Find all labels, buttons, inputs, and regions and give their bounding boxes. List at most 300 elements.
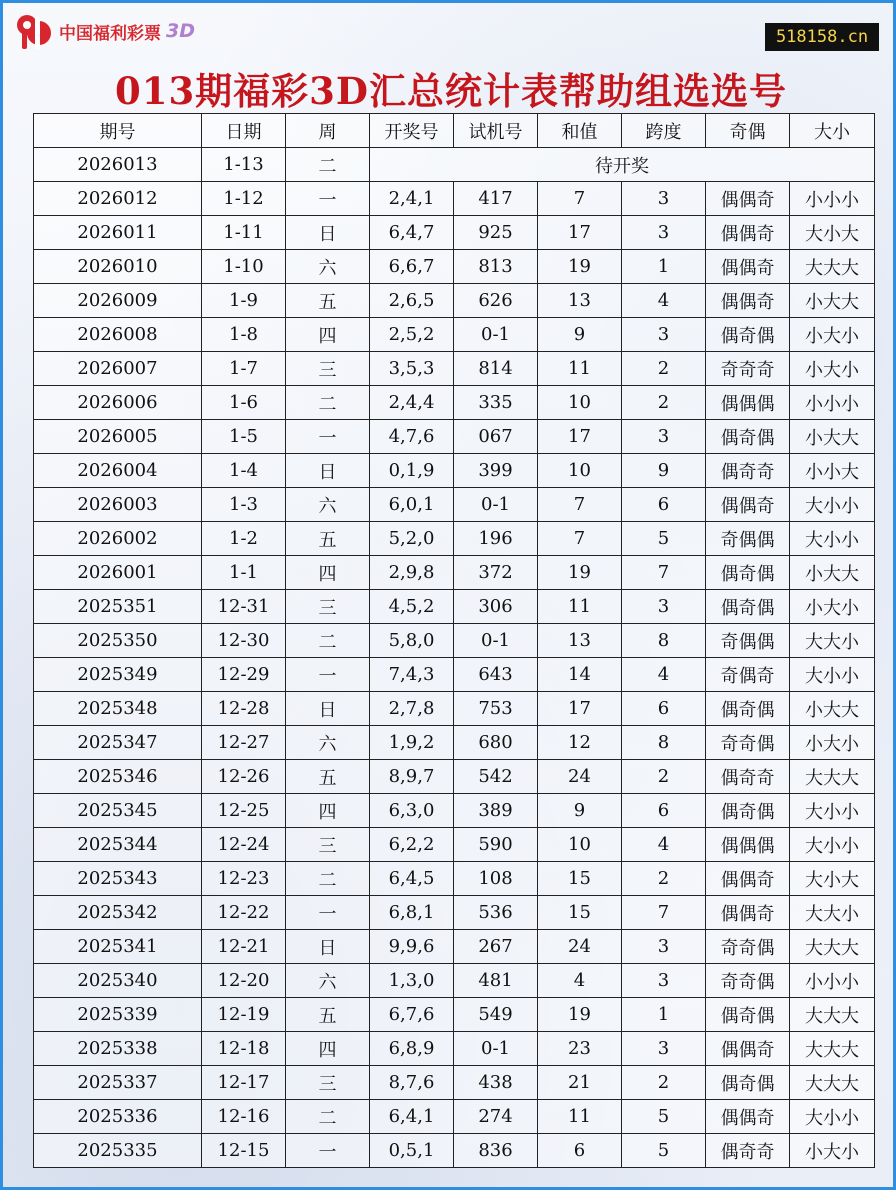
cell-week: 二	[286, 1100, 370, 1134]
cell-odd-even: 偶偶奇	[706, 1100, 790, 1134]
cell-span: 6	[622, 794, 706, 828]
cell-big-small: 大小小	[790, 488, 875, 522]
cell-date: 12-19	[202, 998, 286, 1032]
cell-draw: 4,7,6	[370, 420, 454, 454]
cell-test: 481	[454, 964, 538, 998]
table-row	[34, 692, 875, 726]
cell-issue: 2025335	[34, 1134, 202, 1168]
table-row	[34, 964, 875, 998]
col-header-issue: 期号	[34, 114, 202, 148]
cell-odd-even: 偶奇偶	[706, 1066, 790, 1100]
table-row	[34, 420, 875, 454]
cell-test: 399	[454, 454, 538, 488]
cell-span: 5	[622, 1134, 706, 1168]
cell-odd-even: 奇奇奇	[706, 352, 790, 386]
cell-sum: 17	[538, 420, 622, 454]
table-row	[34, 998, 875, 1032]
cell-issue: 2025346	[34, 760, 202, 794]
cell-week: 六	[286, 726, 370, 760]
header-row	[34, 114, 875, 148]
cell-date: 1-5	[202, 420, 286, 454]
cell-sum: 7	[538, 488, 622, 522]
cell-draw: 6,4,7	[370, 216, 454, 250]
cell-draw: 0,1,9	[370, 454, 454, 488]
cell-big-small: 大小大	[790, 216, 875, 250]
cell-test: 549	[454, 998, 538, 1032]
cell-big-small: 大大小	[790, 624, 875, 658]
cell-big-small: 大小大	[790, 862, 875, 896]
cell-span: 3	[622, 964, 706, 998]
cell-week: 二	[286, 148, 370, 182]
pending-label: 待开奖	[370, 148, 875, 182]
cell-span: 5	[622, 522, 706, 556]
cell-odd-even: 偶偶奇	[706, 488, 790, 522]
cell-span: 2	[622, 386, 706, 420]
cell-draw: 5,2,0	[370, 522, 454, 556]
cell-draw: 2,5,2	[370, 318, 454, 352]
cell-span: 9	[622, 454, 706, 488]
cell-test: 0-1	[454, 624, 538, 658]
cell-date: 12-23	[202, 862, 286, 896]
cell-odd-even: 奇奇偶	[706, 930, 790, 964]
cell-draw: 6,0,1	[370, 488, 454, 522]
cell-week: 六	[286, 250, 370, 284]
cell-span: 1	[622, 998, 706, 1032]
cell-test: 925	[454, 216, 538, 250]
cell-big-small: 小大大	[790, 556, 875, 590]
cell-draw: 6,3,0	[370, 794, 454, 828]
cell-week: 五	[286, 998, 370, 1032]
table-row	[34, 794, 875, 828]
cell-odd-even: 偶奇偶	[706, 420, 790, 454]
cell-odd-even: 奇偶偶	[706, 624, 790, 658]
cell-big-small: 小小小	[790, 386, 875, 420]
logo-3d: 3D	[166, 20, 195, 42]
cell-test: 108	[454, 862, 538, 896]
cell-odd-even: 偶奇偶	[706, 590, 790, 624]
table-row	[34, 216, 875, 250]
cell-sum: 6	[538, 1134, 622, 1168]
cell-draw: 2,4,1	[370, 182, 454, 216]
cell-date: 12-18	[202, 1032, 286, 1066]
cell-span: 3	[622, 182, 706, 216]
cell-date: 12-20	[202, 964, 286, 998]
cell-big-small: 小小小	[790, 964, 875, 998]
welfare-lottery-logo-icon	[13, 11, 55, 51]
table-row	[34, 760, 875, 794]
col-header-span: 跨度	[622, 114, 706, 148]
cell-draw: 3,5,3	[370, 352, 454, 386]
cell-odd-even: 偶偶奇	[706, 896, 790, 930]
cell-draw: 5,8,0	[370, 624, 454, 658]
cell-issue: 2025347	[34, 726, 202, 760]
cell-test: 542	[454, 760, 538, 794]
col-header-sum: 和值	[538, 114, 622, 148]
cell-week: 一	[286, 658, 370, 692]
table-row	[34, 590, 875, 624]
cell-span: 3	[622, 930, 706, 964]
cell-span: 3	[622, 420, 706, 454]
cell-issue: 2026011	[34, 216, 202, 250]
cell-date: 1-8	[202, 318, 286, 352]
table-row	[34, 488, 875, 522]
cell-date: 12-27	[202, 726, 286, 760]
cell-big-small: 小小小	[790, 182, 875, 216]
cell-draw: 2,6,5	[370, 284, 454, 318]
stats-table	[33, 113, 875, 1168]
cell-draw: 6,4,1	[370, 1100, 454, 1134]
cell-big-small: 小大大	[790, 284, 875, 318]
cell-week: 四	[286, 1032, 370, 1066]
cell-big-small: 大大大	[790, 760, 875, 794]
table-row	[34, 624, 875, 658]
table-row	[34, 828, 875, 862]
cell-test: 590	[454, 828, 538, 862]
col-header-odd-even: 奇偶	[706, 114, 790, 148]
cell-issue: 2025336	[34, 1100, 202, 1134]
table-row	[34, 352, 875, 386]
cell-sum: 23	[538, 1032, 622, 1066]
cell-test: 0-1	[454, 488, 538, 522]
cell-draw: 2,7,8	[370, 692, 454, 726]
cell-sum: 19	[538, 556, 622, 590]
cell-issue: 2025345	[34, 794, 202, 828]
col-header-draw: 开奖号	[370, 114, 454, 148]
cell-test: 536	[454, 896, 538, 930]
cell-week: 三	[286, 828, 370, 862]
cell-date: 1-13	[202, 148, 286, 182]
cell-draw: 6,7,6	[370, 998, 454, 1032]
cell-big-small: 大大大	[790, 1032, 875, 1066]
cell-week: 一	[286, 420, 370, 454]
cell-span: 4	[622, 828, 706, 862]
cell-issue: 2025343	[34, 862, 202, 896]
table-row	[34, 896, 875, 930]
cell-sum: 21	[538, 1066, 622, 1100]
col-header-test: 试机号	[454, 114, 538, 148]
cell-draw: 6,4,5	[370, 862, 454, 896]
cell-week: 日	[286, 216, 370, 250]
cell-odd-even: 偶偶奇	[706, 284, 790, 318]
cell-odd-even: 偶偶偶	[706, 828, 790, 862]
cell-draw: 6,8,1	[370, 896, 454, 930]
cell-odd-even: 奇偶偶	[706, 522, 790, 556]
cell-span: 7	[622, 896, 706, 930]
cell-week: 五	[286, 284, 370, 318]
table-row	[34, 284, 875, 318]
cell-span: 7	[622, 556, 706, 590]
cell-test: 438	[454, 1066, 538, 1100]
cell-draw: 2,9,8	[370, 556, 454, 590]
cell-big-small: 大大大	[790, 998, 875, 1032]
cell-sum: 10	[538, 386, 622, 420]
cell-issue: 2025342	[34, 896, 202, 930]
cell-week: 五	[286, 522, 370, 556]
cell-big-small: 小大小	[790, 590, 875, 624]
cell-sum: 4	[538, 964, 622, 998]
cell-date: 1-7	[202, 352, 286, 386]
cell-sum: 10	[538, 828, 622, 862]
table-row	[34, 318, 875, 352]
cell-week: 三	[286, 590, 370, 624]
cell-test: 643	[454, 658, 538, 692]
cell-issue: 2026009	[34, 284, 202, 318]
cell-test: 680	[454, 726, 538, 760]
col-header-date: 日期	[202, 114, 286, 148]
cell-date: 12-29	[202, 658, 286, 692]
cell-sum: 10	[538, 454, 622, 488]
cell-big-small: 大小小	[790, 1100, 875, 1134]
cell-issue: 2026013	[34, 148, 202, 182]
cell-odd-even: 偶奇偶	[706, 794, 790, 828]
cell-span: 2	[622, 760, 706, 794]
cell-date: 12-26	[202, 760, 286, 794]
cell-date: 12-24	[202, 828, 286, 862]
cell-big-small: 小大小	[790, 1134, 875, 1168]
cell-odd-even: 偶偶偶	[706, 386, 790, 420]
cell-sum: 7	[538, 522, 622, 556]
cell-week: 二	[286, 862, 370, 896]
cell-span: 2	[622, 862, 706, 896]
cell-span: 2	[622, 352, 706, 386]
cell-sum: 13	[538, 624, 622, 658]
table-row	[34, 658, 875, 692]
cell-date: 1-10	[202, 250, 286, 284]
cell-big-small: 小大小	[790, 352, 875, 386]
cell-sum: 14	[538, 658, 622, 692]
cell-issue: 2025348	[34, 692, 202, 726]
cell-week: 六	[286, 964, 370, 998]
cell-draw: 6,6,7	[370, 250, 454, 284]
cell-test: 836	[454, 1134, 538, 1168]
cell-draw: 4,5,2	[370, 590, 454, 624]
cell-date: 12-28	[202, 692, 286, 726]
cell-span: 8	[622, 624, 706, 658]
cell-big-small: 大小小	[790, 658, 875, 692]
cell-date: 1-9	[202, 284, 286, 318]
cell-sum: 17	[538, 692, 622, 726]
logo-text: 中国福利彩票	[59, 23, 161, 44]
cell-sum: 7	[538, 182, 622, 216]
cell-sum: 19	[538, 250, 622, 284]
cell-test: 335	[454, 386, 538, 420]
cell-date: 12-21	[202, 930, 286, 964]
cell-big-small: 小大大	[790, 692, 875, 726]
cell-issue: 2026002	[34, 522, 202, 556]
cell-test: 0-1	[454, 318, 538, 352]
cell-big-small: 大大大	[790, 930, 875, 964]
cell-date: 1-4	[202, 454, 286, 488]
cell-sum: 11	[538, 590, 622, 624]
cell-test: 626	[454, 284, 538, 318]
cell-draw: 9,9,6	[370, 930, 454, 964]
cell-sum: 17	[538, 216, 622, 250]
table-row	[34, 454, 875, 488]
cell-sum: 9	[538, 794, 622, 828]
cell-odd-even: 偶偶奇	[706, 250, 790, 284]
cell-date: 12-25	[202, 794, 286, 828]
cell-date: 1-11	[202, 216, 286, 250]
cell-date: 1-12	[202, 182, 286, 216]
cell-sum: 24	[538, 930, 622, 964]
table-row	[34, 386, 875, 420]
table-row	[34, 522, 875, 556]
cell-big-small: 大大小	[790, 896, 875, 930]
cell-week: 日	[286, 930, 370, 964]
cell-span: 6	[622, 488, 706, 522]
pending-row	[34, 148, 875, 182]
cell-span: 2	[622, 1066, 706, 1100]
cell-span: 4	[622, 284, 706, 318]
cell-test: 274	[454, 1100, 538, 1134]
cell-issue: 2025349	[34, 658, 202, 692]
cell-sum: 9	[538, 318, 622, 352]
cell-issue: 2026010	[34, 250, 202, 284]
cell-odd-even: 偶奇偶	[706, 692, 790, 726]
table-row	[34, 1066, 875, 1100]
cell-odd-even: 偶偶奇	[706, 1032, 790, 1066]
cell-issue: 2026003	[34, 488, 202, 522]
cell-odd-even: 奇奇偶	[706, 726, 790, 760]
cell-week: 六	[286, 488, 370, 522]
cell-issue: 2025337	[34, 1066, 202, 1100]
cell-issue: 2025340	[34, 964, 202, 998]
cell-odd-even: 偶奇偶	[706, 318, 790, 352]
cell-sum: 15	[538, 862, 622, 896]
cell-week: 日	[286, 454, 370, 488]
cell-sum: 13	[538, 284, 622, 318]
cell-span: 1	[622, 250, 706, 284]
cell-week: 三	[286, 352, 370, 386]
cell-issue: 2026012	[34, 182, 202, 216]
cell-issue: 2025341	[34, 930, 202, 964]
cell-issue: 2026004	[34, 454, 202, 488]
cell-span: 3	[622, 216, 706, 250]
cell-week: 一	[286, 182, 370, 216]
cell-issue: 2025338	[34, 1032, 202, 1066]
cell-test: 389	[454, 794, 538, 828]
cell-week: 三	[286, 1066, 370, 1100]
cell-issue: 2025350	[34, 624, 202, 658]
cell-issue: 2026008	[34, 318, 202, 352]
cell-week: 四	[286, 794, 370, 828]
cell-odd-even: 偶奇偶	[706, 998, 790, 1032]
cell-date: 12-15	[202, 1134, 286, 1168]
cell-draw: 2,4,4	[370, 386, 454, 420]
cell-week: 五	[286, 760, 370, 794]
cell-big-small: 大大大	[790, 250, 875, 284]
cell-sum: 19	[538, 998, 622, 1032]
cell-sum: 11	[538, 1100, 622, 1134]
lottery-logo	[13, 11, 195, 51]
cell-date: 12-31	[202, 590, 286, 624]
table-row	[34, 250, 875, 284]
cell-date: 1-2	[202, 522, 286, 556]
cell-sum: 24	[538, 760, 622, 794]
cell-test: 196	[454, 522, 538, 556]
cell-span: 6	[622, 692, 706, 726]
cell-week: 四	[286, 556, 370, 590]
cell-span: 3	[622, 1032, 706, 1066]
cell-span: 8	[622, 726, 706, 760]
table-row	[34, 930, 875, 964]
table-row	[34, 1032, 875, 1066]
cell-odd-even: 偶奇奇	[706, 454, 790, 488]
cell-date: 12-16	[202, 1100, 286, 1134]
cell-test: 372	[454, 556, 538, 590]
cell-issue: 2025339	[34, 998, 202, 1032]
cell-odd-even: 偶奇奇	[706, 1134, 790, 1168]
col-header-week: 周	[286, 114, 370, 148]
cell-week: 二	[286, 386, 370, 420]
cell-draw: 1,9,2	[370, 726, 454, 760]
cell-big-small: 大小小	[790, 522, 875, 556]
cell-span: 5	[622, 1100, 706, 1134]
cell-week: 四	[286, 318, 370, 352]
table-row	[34, 862, 875, 896]
cell-draw: 1,3,0	[370, 964, 454, 998]
cell-draw: 0,5,1	[370, 1134, 454, 1168]
cell-week: 一	[286, 1134, 370, 1168]
cell-date: 12-22	[202, 896, 286, 930]
page-title: 013期福彩3D汇总统计表帮助组选选号	[114, 69, 788, 113]
cell-big-small: 小大大	[790, 420, 875, 454]
cell-test: 067	[454, 420, 538, 454]
cell-issue: 2026007	[34, 352, 202, 386]
cell-draw: 6,2,2	[370, 828, 454, 862]
cell-span: 3	[622, 590, 706, 624]
cell-date: 1-3	[202, 488, 286, 522]
cell-test: 267	[454, 930, 538, 964]
cell-sum: 12	[538, 726, 622, 760]
cell-sum: 11	[538, 352, 622, 386]
cell-odd-even: 偶偶奇	[706, 182, 790, 216]
cell-big-small: 小小大	[790, 454, 875, 488]
cell-odd-even: 偶奇奇	[706, 760, 790, 794]
table-row	[34, 1134, 875, 1168]
col-header-big-small: 大小	[790, 114, 875, 148]
cell-test: 0-1	[454, 1032, 538, 1066]
cell-odd-even: 奇偶奇	[706, 658, 790, 692]
cell-issue: 2026001	[34, 556, 202, 590]
cell-big-small: 小大小	[790, 726, 875, 760]
table-row	[34, 1100, 875, 1134]
cell-test: 814	[454, 352, 538, 386]
table-row	[34, 182, 875, 216]
cell-span: 4	[622, 658, 706, 692]
cell-draw: 6,8,9	[370, 1032, 454, 1066]
cell-odd-even: 奇奇偶	[706, 964, 790, 998]
cell-date: 1-6	[202, 386, 286, 420]
cell-big-small: 大小小	[790, 828, 875, 862]
cell-odd-even: 偶偶奇	[706, 862, 790, 896]
cell-odd-even: 偶偶奇	[706, 216, 790, 250]
cell-issue: 2026005	[34, 420, 202, 454]
cell-issue: 2025351	[34, 590, 202, 624]
cell-big-small: 小大小	[790, 318, 875, 352]
cell-test: 753	[454, 692, 538, 726]
cell-draw: 7,4,3	[370, 658, 454, 692]
cell-draw: 8,7,6	[370, 1066, 454, 1100]
cell-test: 813	[454, 250, 538, 284]
cell-test: 306	[454, 590, 538, 624]
cell-date: 12-30	[202, 624, 286, 658]
table-row	[34, 726, 875, 760]
cell-big-small: 大小小	[790, 794, 875, 828]
cell-odd-even: 偶奇偶	[706, 556, 790, 590]
cell-big-small: 大大大	[790, 1066, 875, 1100]
cell-draw: 8,9,7	[370, 760, 454, 794]
